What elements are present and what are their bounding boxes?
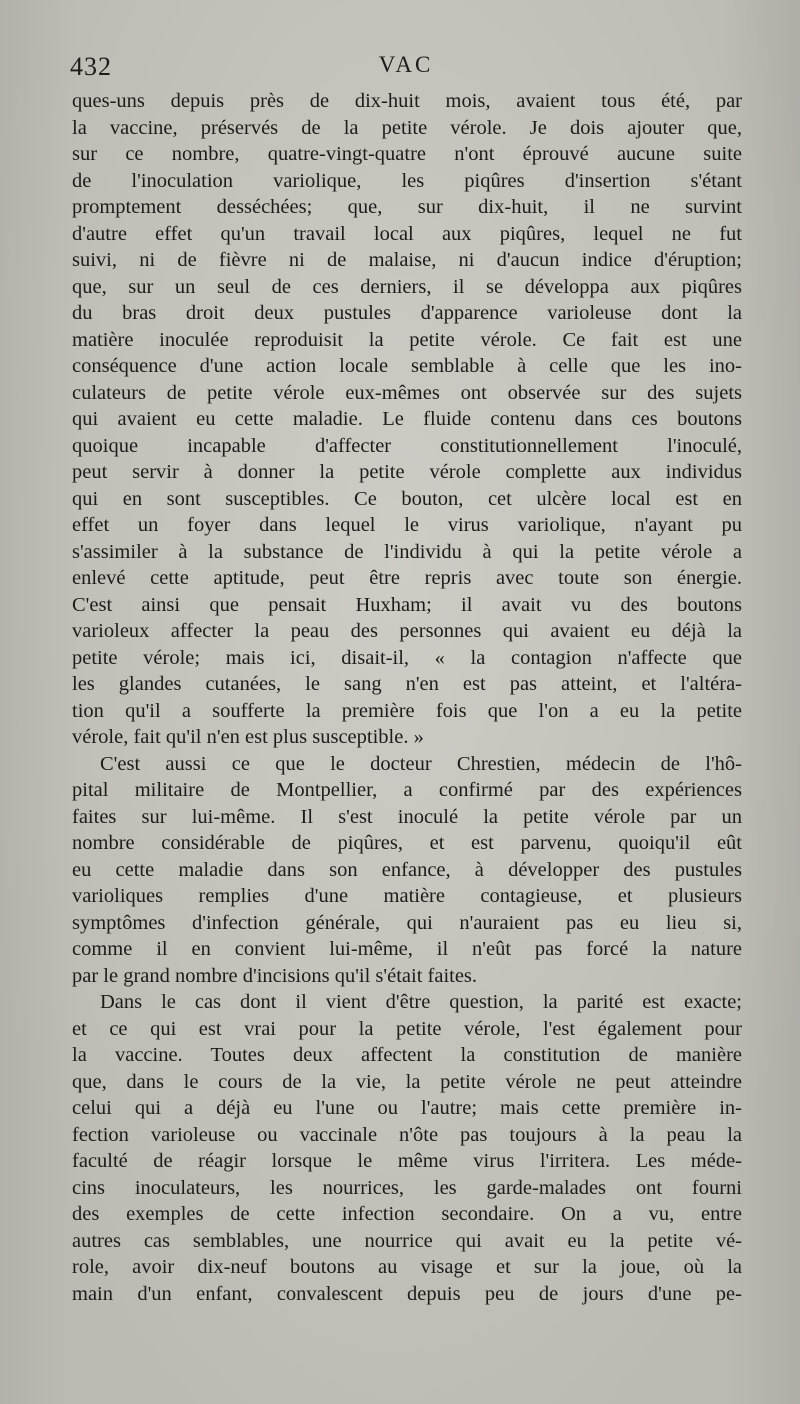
text-line: du bras droit deux pustules d'apparence varioleuse dont la <box>72 302 742 324</box>
text-line: sur ce nombre, quatre-vingt-quatre n'ont éprouvé aucune suite <box>72 143 742 165</box>
text-line: pital militaire de Montpellier, a confirmé par des expériences <box>72 779 742 801</box>
text-line: faites sur lui-même. Il s'est inoculé la petite vérole par un <box>72 805 742 828</box>
text-line: C'est ainsi que pensait Huxham; il avait vu des boutons <box>72 593 742 616</box>
text-line: des exemples de cette infection secondaire. On a vu, entre <box>72 1203 742 1225</box>
text-line: nombre considérable de piqûres, et est parvenu, quoiqu'il eût <box>72 832 742 854</box>
text-line: role, avoir dix-neuf boutons au visage et sur la joue, où la <box>72 1256 742 1278</box>
text-line: culateurs de petite vérole eux-mêmes ont observée sur des sujets <box>72 381 742 404</box>
text-line: cins inoculateurs, les nourrices, les garde-malades ont fourni <box>72 1176 742 1199</box>
text-line: par le grand nombre d'incisions qu'il s'était faites. <box>72 964 478 987</box>
text-line: conséquence d'une action locale semblable à celle que les ino- <box>72 355 742 377</box>
text-line: s'assimiler à la substance de l'individu à qui la petite vérole a <box>72 540 742 563</box>
text-line: que, sur un seul de ces derniers, il se développa aux piqûres <box>72 275 742 298</box>
text-line: ques-uns depuis près de dix-huit mois, avaient tous été, par <box>72 90 742 112</box>
page-number: 432 <box>70 52 112 81</box>
text-line: eu cette maladie dans son enfance, à développer des pustules <box>72 858 742 881</box>
text-line: main d'un enfant, convalescent depuis peu de jours d'une pe- <box>72 1282 742 1305</box>
text-line: tion qu'il a soufferte la première fois que l'on a eu la petite <box>72 699 742 722</box>
text-line: la vaccine, préservés de la petite vérole. Je dois ajouter que, <box>72 116 742 139</box>
text-line: fection varioleuse ou vaccinale n'ôte pas toujours à la peau la <box>72 1123 742 1146</box>
text-line: quoique incapable d'affecter constitutionnellement l'inoculé, <box>72 434 742 457</box>
text-line: peut servir à donner la petite vérole complette aux individus <box>72 461 742 483</box>
text-line: petite vérole; mais ici, disait-il, « la contagion n'affecte que <box>72 646 742 669</box>
text-line: suivi, ni de fièvre ni de malaise, ni d'aucun indice d'éruption; <box>72 249 742 271</box>
text-line: la vaccine. Toutes deux affectent la constitution de manière <box>72 1044 742 1066</box>
text-line: symptômes d'infection générale, qui n'auraient pas eu lieu si, <box>72 911 742 934</box>
text-line: que, dans le cours de la vie, la petite vérole ne peut atteindre <box>72 1070 742 1093</box>
running-head: VAC <box>378 52 434 77</box>
body-text <box>72 88 742 1307</box>
text-line: varioliques remplies d'une matière contagieuse, et plusieurs <box>72 885 742 907</box>
text-line: vérole, fait qu'il n'en est plus susceptible. » <box>72 726 424 748</box>
text-line: C'est aussi ce que le docteur Chrestien, médecin de l'hô- <box>100 752 742 775</box>
text-line: celui qui a déjà eu l'une ou l'autre; mais cette première in- <box>72 1097 742 1119</box>
text-line: de l'inoculation variolique, les piqûres d'insertion s'étant <box>72 169 742 192</box>
text-line: les glandes cutanées, le sang n'en est pas atteint, et l'altéra- <box>72 673 742 695</box>
text-line: effet un foyer dans lequel le virus variolique, n'ayant pu <box>72 514 742 536</box>
text-line: promptement desséchées; que, sur dix-huit, il ne survint <box>72 196 742 218</box>
text-line: qui avaient eu cette maladie. Le fluide contenu dans ces boutons <box>72 408 742 430</box>
text-line: comme il en convient lui-même, il n'eût pas forcé la nature <box>72 938 742 960</box>
text-line: Dans le cas dont il vient d'être question, la parité est exacte; <box>100 991 742 1013</box>
text-line: varioleux affecter la peau des personnes qui avaient eu déjà la <box>72 620 742 642</box>
text-line: qui en sont susceptibles. Ce bouton, cet ulcère local est en <box>72 487 742 510</box>
page-header <box>70 52 742 86</box>
text-line: autres cas semblables, une nourrice qui avait eu la petite vé- <box>72 1229 742 1252</box>
text-line: faculté de réagir lorsque le même virus l'irritera. Les méde- <box>72 1150 742 1172</box>
text-line: d'autre effet qu'un travail local aux piqûres, lequel ne fut <box>72 222 742 245</box>
text-line: matière inoculée reproduisit la petite vérole. Ce fait est une <box>72 328 742 351</box>
text-line: enlevé cette aptitude, peut être repris avec toute son énergie. <box>72 567 742 589</box>
text-line: et ce qui est vrai pour la petite vérole, l'est également pour <box>72 1017 742 1040</box>
